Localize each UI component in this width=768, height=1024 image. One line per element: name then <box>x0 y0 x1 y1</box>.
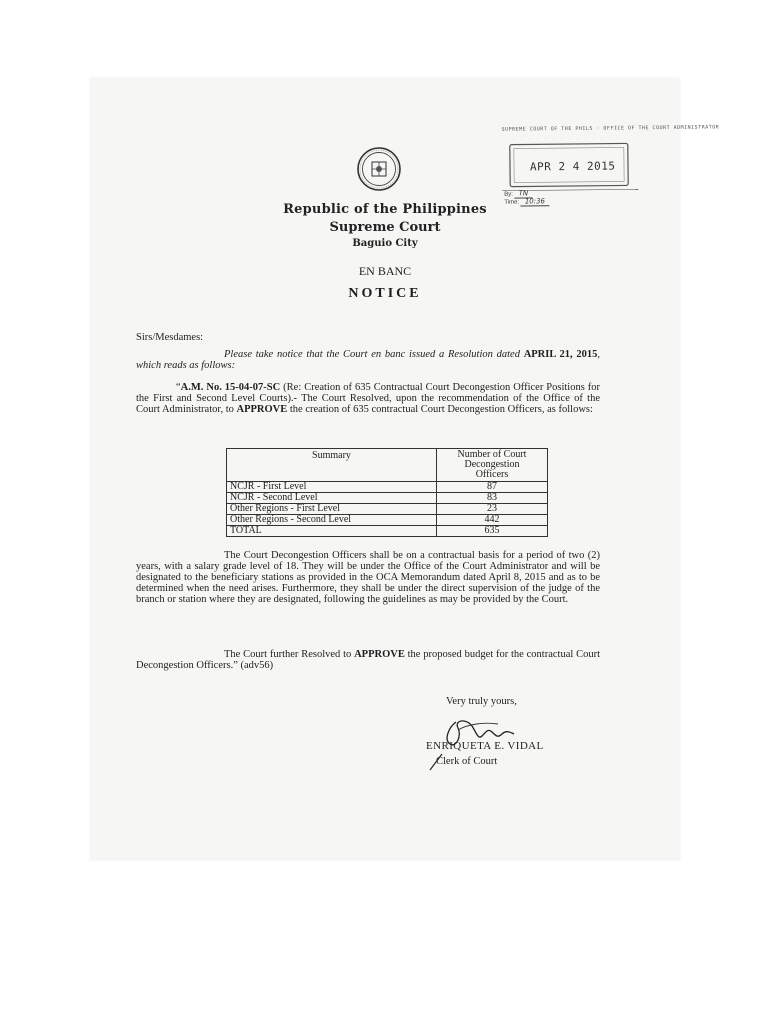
intro-paragraph <box>136 349 600 371</box>
row-value: 23 <box>437 504 548 515</box>
resolution-paragraph <box>136 382 600 415</box>
row-label: TOTAL <box>227 526 437 537</box>
signer-title: Clerk of Court <box>436 756 498 767</box>
table-row <box>227 515 548 526</box>
table-row <box>227 482 548 493</box>
budget-paragraph <box>136 649 600 671</box>
en-banc-label: EN BANC <box>358 264 412 278</box>
row-value: 442 <box>437 515 548 526</box>
budget-post: the proposed budget for the contractual Court Decongestion Officers.” (adv56) <box>136 649 600 671</box>
received-stamp <box>500 124 720 206</box>
row-label: Other Regions - Second Level <box>227 515 437 526</box>
header-number-line3: Officers <box>475 469 509 480</box>
signer-name: ENRIQUETA E. VIDAL <box>426 740 544 752</box>
header-number <box>437 449 548 482</box>
row-label: NCJR - First Level <box>227 482 437 493</box>
table-row-total <box>227 526 548 537</box>
approve-keyword: APPROVE <box>236 404 288 415</box>
row-label: Other Regions - First Level <box>227 504 437 515</box>
table-row <box>227 504 548 515</box>
table-header-row <box>227 449 548 482</box>
resolution-open-quote: “ <box>176 382 181 393</box>
supreme-court-seal-icon <box>356 146 402 192</box>
approve-keyword: APPROVE <box>354 649 405 660</box>
header-number-line1: Number of Court <box>457 449 527 460</box>
budget-pre: The Court further Resolved to <box>224 649 355 660</box>
resolution-date: APRIL 21, 2015 <box>523 349 598 360</box>
intro-pre: Please take notice that the Court en banc issued a Resolution dated <box>224 349 524 360</box>
letterhead-city: Baguio City <box>352 238 418 249</box>
row-value: 635 <box>437 526 548 537</box>
resolution-middle: (Re: Creation of 635 Contractual Court Decongestion Officer Positions for the First and Second Level Courts).- The Court Resolved, upon the recommendation of the Office of the Court Administrator, to <box>136 382 600 415</box>
closing: Very truly yours, <box>446 696 517 707</box>
table-row <box>227 493 548 504</box>
row-label: NCJR - Second Level <box>227 493 437 504</box>
notice-title: NOTICE <box>348 286 422 301</box>
stamp-by-value: TN <box>515 189 533 198</box>
salutation: Sirs/Mesdames: <box>136 332 204 343</box>
stamp-time-label: Time: <box>504 199 520 206</box>
row-value: 83 <box>437 493 548 504</box>
stamp-header: SUPREME COURT OF THE PHILS · OFFICE OF THE COURT ADMINISTRATOR <box>501 124 720 133</box>
stamp-time-value: 10:36 <box>521 197 549 206</box>
case-number: A.M. No. 15-04-07-SC <box>180 382 281 393</box>
summary-table <box>226 448 548 537</box>
header-summary: Summary <box>227 449 437 482</box>
officers-paragraph: The Court Decongestion Officers shall be on a contractual basis for a period of two (2) years, with a salary grade level of 18. They will be under the Office of the Court Administrator and will be designated to the beneficiary stations as provided in the OCA Memorandum dated April 8, 2015 and as to be determined when the need arises. Furthermore, they shall be under the direct supervision of the judge of the branch or station where they are designated, following the guidelines as may be provided by the Court. <box>136 550 600 605</box>
stamp-by-label: By: <box>504 191 513 198</box>
stamp-date: APR 2 4 2015 <box>529 159 616 174</box>
intro-post: , which reads as follows: <box>136 349 600 371</box>
header-number-line2: Decongestion <box>464 459 520 470</box>
row-value: 87 <box>437 482 548 493</box>
letterhead-republic: Republic of the Philippines <box>283 202 487 217</box>
letterhead-court: Supreme Court <box>329 220 441 235</box>
resolution-post: the creation of 635 contractual Court Decongestion Officers, as follows: <box>287 404 593 415</box>
document-page <box>90 78 720 860</box>
